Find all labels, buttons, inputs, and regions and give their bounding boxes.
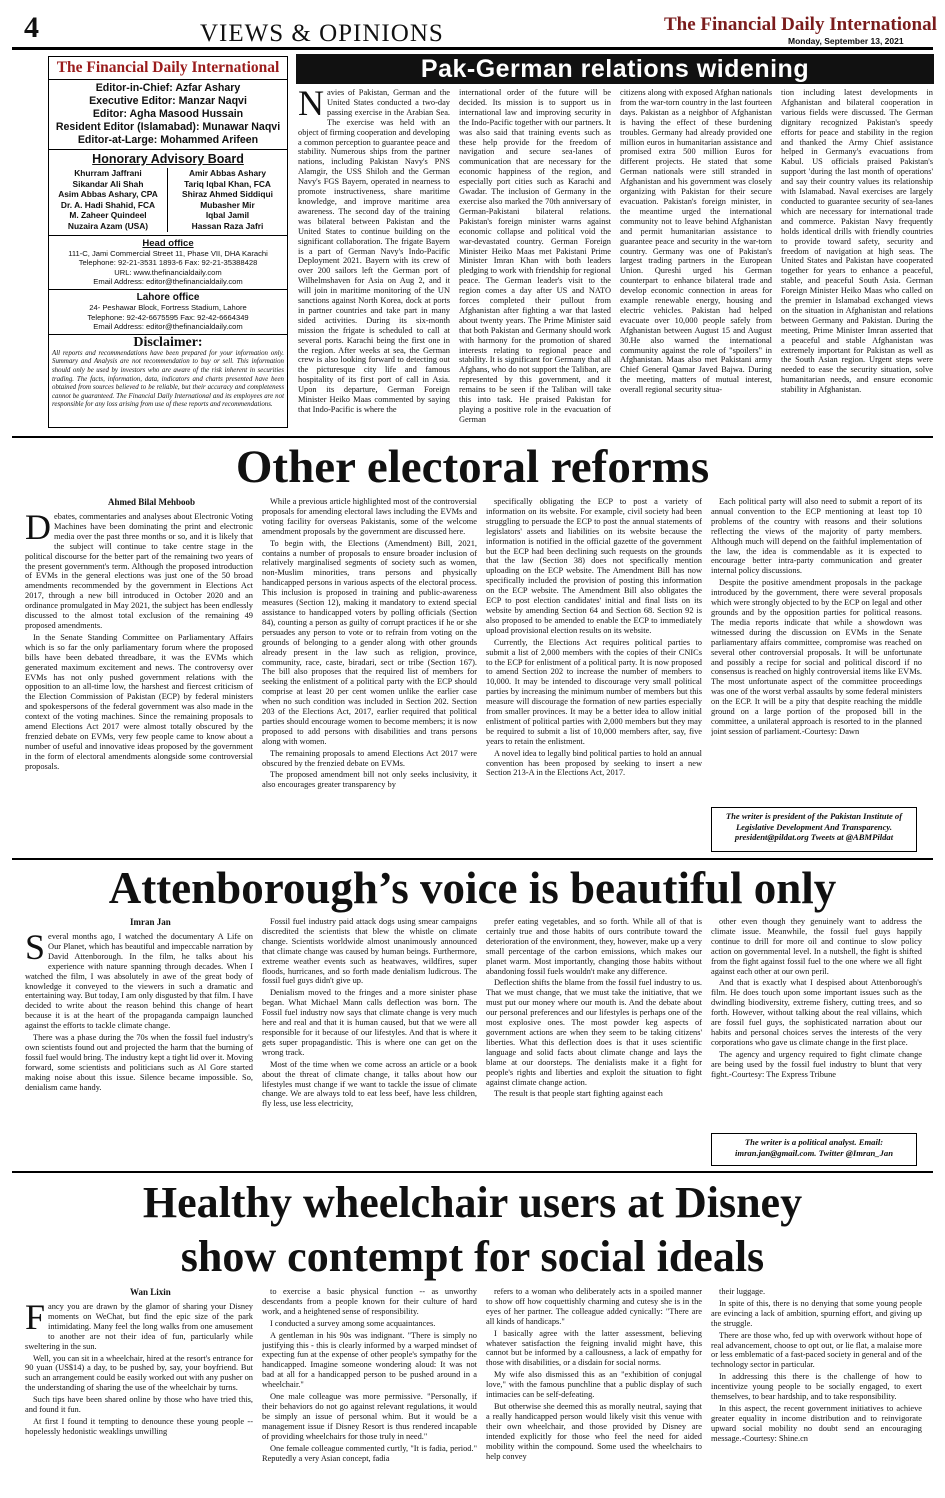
article2-headline: Other electoral reforms [235,441,710,493]
paragraph: And that is exactly what I despised about Attenborough's film. He does touch upon some important issues such as the dwindling biodiversity, extreme fishery, cutting trees, and so forth. However, without talking about the real villains, which are fossil fuel guys, the sophisticated narration about our habits and personal choices serves the interests of the very corporations who gave us climate change in the first place. [711,978,922,1047]
advisor-name: Asim Abbas Ashary, CPA [58,189,158,200]
paragraph: refers to a woman who deliberately acts in a spoiled manner to show off how coquettishly charming and cutesy she is in the eyes of her partner. The colleague added cynically: "There are all kinds of handicaps." [486,1287,702,1326]
paragraph: A novel idea to legally bind political parties to hold an annual convention has been proposed by seeking to insert a new Section 213-A in the Elections Act, 2017. [486,748,702,778]
advisor-name: M. Zaheer Quindeel [69,210,147,221]
article2-col3 [486,497,702,852]
advisor-name: Amir Abbas Ashary [188,168,267,178]
article2-writer-box: The writer is president of the Pakistan Institute of Legislative Development And Transparency. president@pildat.org Tweets at @ABMPildat [711,807,917,852]
advisor-name: Dr. A. Hadi Shahid, FCA [60,199,156,210]
paragraph: to exercise a basic physical function -- as unworthy descendants from a people known for their culture of hard work, and a heightened sense of responsibility. [262,1287,477,1316]
paragraph: While a previous article highlighted most of the controversial proposals for amending electoral laws including the EVMs and voting facility for overseas Pakistanis, some of the welcome amendment proposals by the government are discussed here. [262,497,477,536]
editor-line: Resident Editor (Islamabad): Munawar Naqvi [55,121,281,133]
address-line: Telephone: 92-42-6675595 Fax: 92-42-6664349 [87,312,249,322]
paragraph: One female colleague commented curtly, "It is fadia, period." Reputedly a very Asian concept, fadia [262,1443,477,1463]
article4-col2-text [262,1287,477,1463]
advisor-name: Tariq Iqbal Khan, FCA [184,178,271,189]
article4-col2 [262,1287,477,1494]
article4-headline-line2: show contempt for social ideals [180,1232,765,1281]
advisor-name: Shiraz Ahmed Siddiqui [182,189,273,200]
paragraph: In this aspect, the recent government initiatives to achieve greater equality in income distribution and to reinvigorate upward social mobility no doubt send an encouraging message.-Courtesy: Shine.cn [711,1403,922,1443]
issue-date: Monday, September 13, 2021 [788,36,904,46]
sidebar-paper-name: The Financial Daily International [49,57,287,80]
paragraph: At first I found it tempting to denounce these young people -- hopelessly hedonistic weaklings unwilling [25,1416,253,1436]
paragraph: The remaining proposals to amend Elections Act 2017 were obscured by the frenzied debate on EVMs. [262,748,477,768]
paragraph: There was a phase during the 70s when the fossil fuel industry's own scientists found out and projected the harm that the burning of fossil fuel would bring. The industry kept a tight lid over it. Moving forward, some scientists and politicians such as Al Gore started making noise about this issue. Silence became impossible. So, denialism came handy. [25,1033,253,1092]
paragraph: Well, you can sit in a wheelchair, hired at the resort's entrance for 90 yuan (US$14) a day, to be pushed by, say, your boyfriend. But such an arrangement could be easily worked out with any pusher on the understanding of sharing the use of the wheelchair by turns. [25,1353,253,1393]
article1-col4-text: tion including latest developments in Afghanistan and bilateral cooperation in various fields were discussed. The German dignitary recognized Pakistan's speedy efforts for peace and stability in the region and thanked the Army Chief assistance helped in Germany's evacuations from Kabul. US officials praised Pakistan's support 'during the last month of operations' and say their country values its relationship with Islamabad. Naval exercises are largely conducted to guarantee security of sea-lanes which are necessary for international trade and commerce. Pakistan Navy frequently holds identical drills with friendly countries to provide toward safety, security and freedom of navigation at high seas. The United States and Pakistan have cooperated together for years to enhance a peaceful, stable, and peaceful South Asia. German Foreign Minister Heiko Maas who called on the premier in Islamabad exchanged views on the situation in Afghanistan and relations between Germany and Pakistan. During the meeting, Prime Minister Imran asserted that a peaceful and stable Afghanistan was extremely important for Pakistan as well as the South Asian region. Urgent steps were needed to ease the security situation, solve humanitarian needs, and ensure economic stability in Afghanistan. [781,88,933,395]
advisor-name: Sikandar Ali Shah [72,178,144,189]
article4-col1-text [25,1302,253,1437]
paragraph: Fossil fuel industry paid attack dogs using smear campaigns discredited the scientists that blew the whistle on climate change. Scientists worldwide almost unanimously announced that climate change was caused by human beings. Furthermore, extreme weather events such as heatwaves, wildfires, super floods, hurricanes, and so forth made denialism ludicrous. The fossil fuel guys didn't give up. [262,917,477,986]
article4-col4 [711,1287,922,1494]
page-number: 4 [24,11,39,44]
paragraph: Several months ago, I watched the documentary A Life on Our Planet, which has beautiful and impeccable narration by David Attenborough. In the film, he talks about his experience with nature spanning through decades. When I watched the film, I was absolutely in awe of the great body of knowledge it conveyed to the viewers in such a dramatic and entertaining way. But today, I am only disgusted by that film. I have decided to write about the reason behind this change of heart because it is at the heart of the propaganda campaign launched against the efforts to tackle climate change. [25,932,253,1031]
paragraph: But otherwise she deemed this as morally neutral, saying that a really handicapped person would likely visit this venue with their own wheelchair, and those provided by Disney are intended explicitly for those who feel the need for aided mobility within the compound. Some used the wheelchairs to help convey [486,1401,702,1461]
head-office-title: Head office [142,237,194,249]
paragraph: The proposed amendment bill not only seeks inclusivity, it also encourages greater transparency by [262,770,477,790]
article4-col1 [25,1302,253,1494]
paragraph: I conducted a survey among some acquaintances. [270,1318,436,1328]
paragraph: In addressing this there is the challenge of how to incentivize young people to be socially engaged, to exert themselves, to bear hardship, and to take responsibility. [711,1372,922,1402]
article3-col4-text [711,917,922,1080]
article3-col4 [711,917,922,1127]
article4-col3-text [486,1287,702,1461]
address-line: 24- Peshawar Block, Fortress Stadium, Lahore [89,302,247,312]
paragraph: Fancy you are drawn by the glamor of sharing your Disney moments on WeChat, but find the epic size of the park intimidating. Many feel the long walks from one amusement to another are not their idea of fun, particularly while sweltering in the sun. [25,1302,253,1351]
article3-col1 [25,932,253,1165]
article3-col3 [486,917,702,1165]
paragraph: There are those who, fed up with overwork without hope of real advancement, choose to opt out, or lie flat, a malaise more or less emblematic of a fast-paced society in general and of the technology sector in particular. [711,1330,922,1370]
advisor-name: Khurram Jaffrani [74,168,142,178]
paragraph: My wife also dismissed this as an "exhibition of conjugal love," with the famous punchline that a public display of such intimacies can be self-defeating. [486,1370,702,1400]
paragraph: To begin with, the Elections (Amendment) Bill, 2021, contains a number of proposals to ensure broader inclusion of relatively marginalised segments of society such as women, non-Muslim minorities, trans persons and physically handicapped persons in various aspects of the electoral process. This inclusion is proposed in training and public-awareness measures (Section 12), making it mandatory to extend special assistance to handicapped voters by polling officials (Section 84), counting a person as guilty of corrupt practices if he or she persuades any person to vote or to refrain from voting on the grounds of belonging to a gender along with other grounds already present in the law such as religion, province, community, race, caste, biradari, sect or tribe (Section 167). The bill also proposes that the required list of members for seeking the enlistment of a political party with the ECP should comprise at least 20 per cent women unlike the earlier case when no such condition was included in Section 202. Section 203 of the Elections Act, 2017, earlier required that political parties should encourage women to become members; it is now proposed to add persons with disabilities and trans persons along with women. [262,538,477,746]
paragraph: In the Senate Standing Committee on Parliamentary Affairs which is so far the only parliamentary forum where the proposed bills have been debated threadbare, it was the EVMs which generated maximum excitement and news. The controversy over EVMs has not only pushed government relations with the opposition to an all-time low, the harshest and fiercest criticism of the Election Commission of Pakistan (ECP) by federal ministers and spokespersons of the federal government was also made in the context of the voting machines. Since the remaining proposals to amend Elections Act 2017 were almost totally obscured by the frenzied debate on EVMs, very few people came to know about a number of useful and innovative ideas proposed by the government in the form of electoral amendments alongside some controversial proposals. [25,632,253,771]
article4-headline-line1: Healthy wheelchair users at Disney [142,1178,803,1227]
disclaimer-title: Disclaimer: [133,334,203,350]
paragraph: Most of the time when we come across an article or a book about the threat of climate change, it talks about how our lifestyles must change if we want to tackle the issue of climate change. We are always told to eat less beef, have less children, fly less, use less electricity, [262,1059,477,1109]
article1-col1-text: Navies of Pakistan, German and the United States conducted a two-day passing exercise in the Arabian Sea. The exercise was held with an object of firming cooperation and developing a common perception to guarantee peace and stability. Numerous ships from the partner nations, including Pakistan Navy's PNS Alamgir, the USS Shiloh and the German Navy's FGS Bayern, operated in nearness to promote instructiveness, share maritime knowledge, and improve maritime area awareness. The second day of the training was bilateral between Pakistan and the United States to continue building on the significant collaboration. The frigate Bayern is a part of German Navy's Indo-Pacific Deployment 2021. Bayern with its crew of over 200 sailors left the German port of Wilhelmshaven for Asia on Aug 2, and it will join in maritime monitoring of the UN sanctions against North Korea, dock at ports in partner countries and take part in many sided activities. During its six-month mission the frigate is scheduled to call at several ports. Karachi being the first one in the region. After weeks at sea, the German crew is also looking forward to detecting out the picturesque city life and famous hospitality of its first port of call in Asia. Upon its departure, German Foreign Minister Heiko Maas commented by saying that Indo-Pacific is where the [298,88,450,414]
article2-col3-text [486,497,702,778]
paragraph: their luggage. [719,1287,766,1296]
article2-col4 [711,497,922,797]
editor-line: Editor: Agha Masood Hussain [92,108,244,120]
article2-col1 [25,512,253,852]
paragraph: In spite of this, there is no denying that some young people are evincing a lack of ambition, spurning effort, and giving up the struggle. [711,1298,922,1328]
advisor-name: Nuzaira Azam (USA) [67,220,149,231]
article3-col2-text [262,917,477,1109]
paragraph: One male colleague was more permissive. "Personally, if their behaviors do not go against relevant regulations, it would be simply an issue of personal whim. But it would be a management issue if Disney Resort is thus rendered incapable of providing wheelchairs for those truly in need." [262,1392,477,1441]
article3-col3-text [486,917,702,1099]
address-line: URL: www.thefinancialdaily.com [114,267,222,277]
address-line: Email Address: editor@thefinancialdaily.com [93,277,243,287]
paragraph: other even though they genuinely want to address the climate issue. Meanwhile, the fossil fuel guys happily continue to drill for more oil and continue to slow policy action on governmental level. In a nutshell, the fight is shifted from the fight against fossil fuel to the one where we all fight against each other at our own peril. [711,917,922,976]
address-line: Email Address: editor@thefinancialdaily.com [93,322,243,332]
paragraph: Such tips have been shared online by those who have tried this, and found it fun. [25,1395,253,1415]
lahore-office-title: Lahore office [136,291,200,303]
divider-3 [12,1171,933,1173]
advisor-name: Iqbal Jamil [205,210,250,221]
disclaimer-text: All reports and recommendations have been prepared for your information only. Summary and Analysis are not recommendation to buy or sell. This information should only be used by investors who are aware of the risk inherent in securities trading. The facts, information, data, indicators and charts presented have been obtained from sources believed to be reliable, but their accuracy and completeness cannot be guaranteed. The Financial Daily International and its employees are not responsible for any loss arising from use of these reports and recommendations. [52,349,284,409]
article3-col2 [262,917,477,1165]
article2-col1-text [25,512,253,772]
article1-headline: Pak-German relations widening [420,55,810,83]
article-pak-german [0,0,945,440]
article2-byline: Ahmed Bilal Mehboob [108,497,196,507]
paragraph: I basically agree with the latter assessment, believing whatever satisfaction the feigning invalid might have, this cannot but be informed by a callousness, a lack of empathy for those with disabilities, or a disdain for social norms. [486,1328,702,1368]
paragraph: prefer eating vegetables, and so forth. While all of that is certainly true and those habits of ours contribute toward the deterioration of the environment, they, however, make up a very small percentage of the carbon emissions, which makes our planet warm. Most importantly, changing those habits without abandoning fossil fuels wouldn't make any difference. [486,917,702,976]
article1-col3-text: citizens along with exposed Afghan nationals from the war-torn country in the last fourteen days. Pakistan as a neighbor of Afghanistan is having the effect of these burdening troubles. Germany had already provided one million euros in humanitarian assistance and promised extra 500 million Euros for different projects. He stated that some German nationals were still stranded in Afghanistan and his government was closely organizing with Pakistan for their secure evacuation. Pakistan's foreign minister, in the meantime urged the international community not to leave behind Afghanistan and permit humanitarian assistance to guarantee peace and security in the war-torn country. Germany was one of Pakistan's largest trading partners in the European Union. Qureshi urged his German counterpart to enhance bilateral trade and develop economic connection in areas for example renewable energy, housing and electric vehicles. Pakistan had helped evacuate over 10,000 people safely from Afghanistan between August 15 and August 30.He also warned the international community against the role of "spoilers" in Afghanistan. Maas also met Pakistani army Chief General Qamar Javed Bajwa. During the meeting, matters of mutual interest, overall regional security situa- [620,88,772,395]
editor-line: Editor-at-Large: Mohammed Arifeen [77,134,259,146]
article1-col4 [781,88,933,431]
advisor-name: Mubasher Mir [200,199,255,210]
article3-col1-text [25,932,253,1093]
address-line: 111-C, Jami Commercial Street 11, Phase VII, DHA Karachi [68,248,268,258]
paragraph: A gentleman in his 90s was indignant. "There is simply no justifying this - this is clearly informed by a warped mindset of expecting fun at the expense of other people's sympathy for the handicapped. Imagine someone wondering aloud: It was not bad at all for a handicapped person to be pushed around in a wheelchair." [262,1330,477,1390]
advisor-name: Hassan Raza Jafri [191,220,264,231]
paragraph: Deflection shifts the blame from the fossil fuel industry to us. That we must change, that we must take the initiative, that we must put our money where our mouth is. And the debate about our personal preferences and our lifestyles is perhaps one of the most explosive ones. The most powder keg aspects of government actions are when they seem to be taking citizens' liberties. What this deflection does is that it uses scientific language and solid facts about climate change and lays the blame at our doorsteps. The denialists make it a fight for people's rights and liberties and exploit the situation to fight against climate change action. [486,978,702,1087]
article1-col1 [298,88,450,431]
article1-col2-text: international order of the future will be decided. Its mission is to support us in international law and improving security in the Indo-Pacific together with our partners. It was also said that training events such as these help provide for the freedom of navigation and secure sea-lanes of communication that are necessary for the economic happiness of the region, and especially port cities such as Karachi and Gwadar. The inclusion of Germany in the exercise also marked the 70th anniversary of German-Pakistani bilateral relations. Pakistan's foreign minister warns against economic collapse and political void the war-devastated country. German Foreign Minister Heiko Maas met Pakistani Prime Minister Imran Khan with both leaders pledging to work with friendship for regional peace. The German leader's visit to the region comes a day after US and NATO forces completed their pullout from Afghanistan after fighting a war that lasted about twenty years. The Prime Minister said that both Pakistan and Germany should work with harmony for the promotion of shared interests relating to regional peace and stability. It is significant for Germany that all Afghans, who do not support the Taliban, are represented by this government, and it remains to be seen if the Taliban will take this into task. He praised Pakistan for playing a positive role in the evacuation of German [459,88,611,424]
editor-line: Editor-in-Chief: Azfar Ashary [95,82,241,94]
paragraph: Denialism moved to the fringes and a more sinister phase began. What Michael Mann calls deflection was born. The Fossil fuel industry now says that climate change is very much here and real and that it is human caused, but that we were all responsible for it because of our lifestyles. And that is where it gets super propagandistic. This is where one can get on the wrong track. [262,988,477,1057]
article2-col2-text [262,497,477,790]
article4-col3 [486,1287,702,1494]
article3-headline: Attenborough’s voice is beautiful only [108,863,837,913]
article4-byline: Wan Lixin [130,1287,171,1297]
article3-writer-box: The writer is a political analyst. Email: imran.jan@gmail.com. Twitter @Imran_Jan [711,1133,917,1166]
editor-line: Executive Editor: Manzar Naqvi [89,95,247,107]
article3-byline: Imran Jan [130,917,171,927]
paragraph: The result is that people start fighting against each [494,1089,663,1099]
paragraph: Each political party will also need to submit a report of its annual convention to the ECP mentioning at least top 10 problems of the country with reasons and their solutions reflecting the views of the majority of party members. Although much will depend on the faithful implementation of the law, the idea is commendable as it is expected to encourage better intra-party communication and greater internal policy discussions. [711,497,922,576]
advisory-board-title: Honorary Advisory Board [92,152,244,166]
paragraph: Despite the positive amendment proposals in the package introduced by the government, there were several proposals which were strongly objected to by the ECP on legal and other grounds and by the opposition parties for political reasons. The media reports indicate that while a showdown was witnessed during the discussion on EVMs in the Senate parliamentary affairs committee, compromise was reached on several other controversial proposals. It will be unfortunate and possibly a recipe for social and political discord if no consensus is reached on highly controversial items like EVMs. The most unfortunate aspect of the committee proceedings was one of the worst verbal assaults by some federal ministers on the ECP. It will be a pity that despite reaching the middle ground on a large portion of the proposed bill in the committee, a unilateral approach is resorted to in the planned joint session of parliament.-Courtesy: Dawn [711,578,922,736]
paragraph: Debates, commentaries and analyses about Electronic Voting Machines have been dominating the print and electronic media over the past three months or so, and it is likely that the subject will continue to take centre stage in the political discourse for the better part of the remaining two years of the present government's term. Although the proposed introduction of EVMs in the general elections was just one of the 50 broad amendments recommended by the government in Elections Act 2017, through a new bill introduced in October 2020 and an ordinance promulgated in May 2021, the subject has been endlessly discussed to the almost total exclusion of the remaining 49 proposed amendments. [25,512,253,630]
section-title: VIEWS & OPINIONS [200,20,444,47]
paragraph: Currently, the Elections Act requires political parties to submit a list of 2,000 members with the copies of their CNICs to the ECP for enlistment of a political party. It is now proposed to amend Section 202 to increase the number of members to 10,000. It may be intended to discourage very small political parties by increasing the minimum number of members but this measure will discourage the formation of new parties especially from smaller provinces. It may be a better idea to allow initial enlistment of political parties with 2,000 members but they may be required to submit a list of 10,000 members after, say, five years to retain the enlistment. [486,637,702,746]
address-line: Telephone: 92-21-3531 1893-6 Fax: 92-21-35388428 [78,258,258,268]
article2-col2 [262,497,477,852]
article1-col3 [620,88,772,431]
paragraph: specifically obligating the ECP to post a variety of information on its website. For example, civil society had been struggling to persuade the ECP to post the annual statements of legislators' assets and liabilities on its website because the information is notified in the official gazette of the government but the ECP had been declining such requests on the grounds that the law (Section 38) does not specifically mention uploading on the ECP website. The Amendment Bill has now specifically included the provision of posting this information on the ECP website. The Amendment Bill also obligates the ECP to post election candidates' initial and final lists on its website by amending Section 64 and Section 68. Section 92 is also proposed to be amended to enable the ECP to immediately upload provisional election results on its website. [486,497,702,635]
header-paper-name: The Financial Daily International [664,14,937,35]
paragraph: The agency and urgency required to fight climate change are being used by the fossil fuel industry to blunt that very fight.-Courtesy: The Express Tribune [711,1049,922,1079]
article4-col4-text [711,1287,922,1444]
article1-col2 [459,88,611,431]
article2-col4-text [711,497,922,737]
